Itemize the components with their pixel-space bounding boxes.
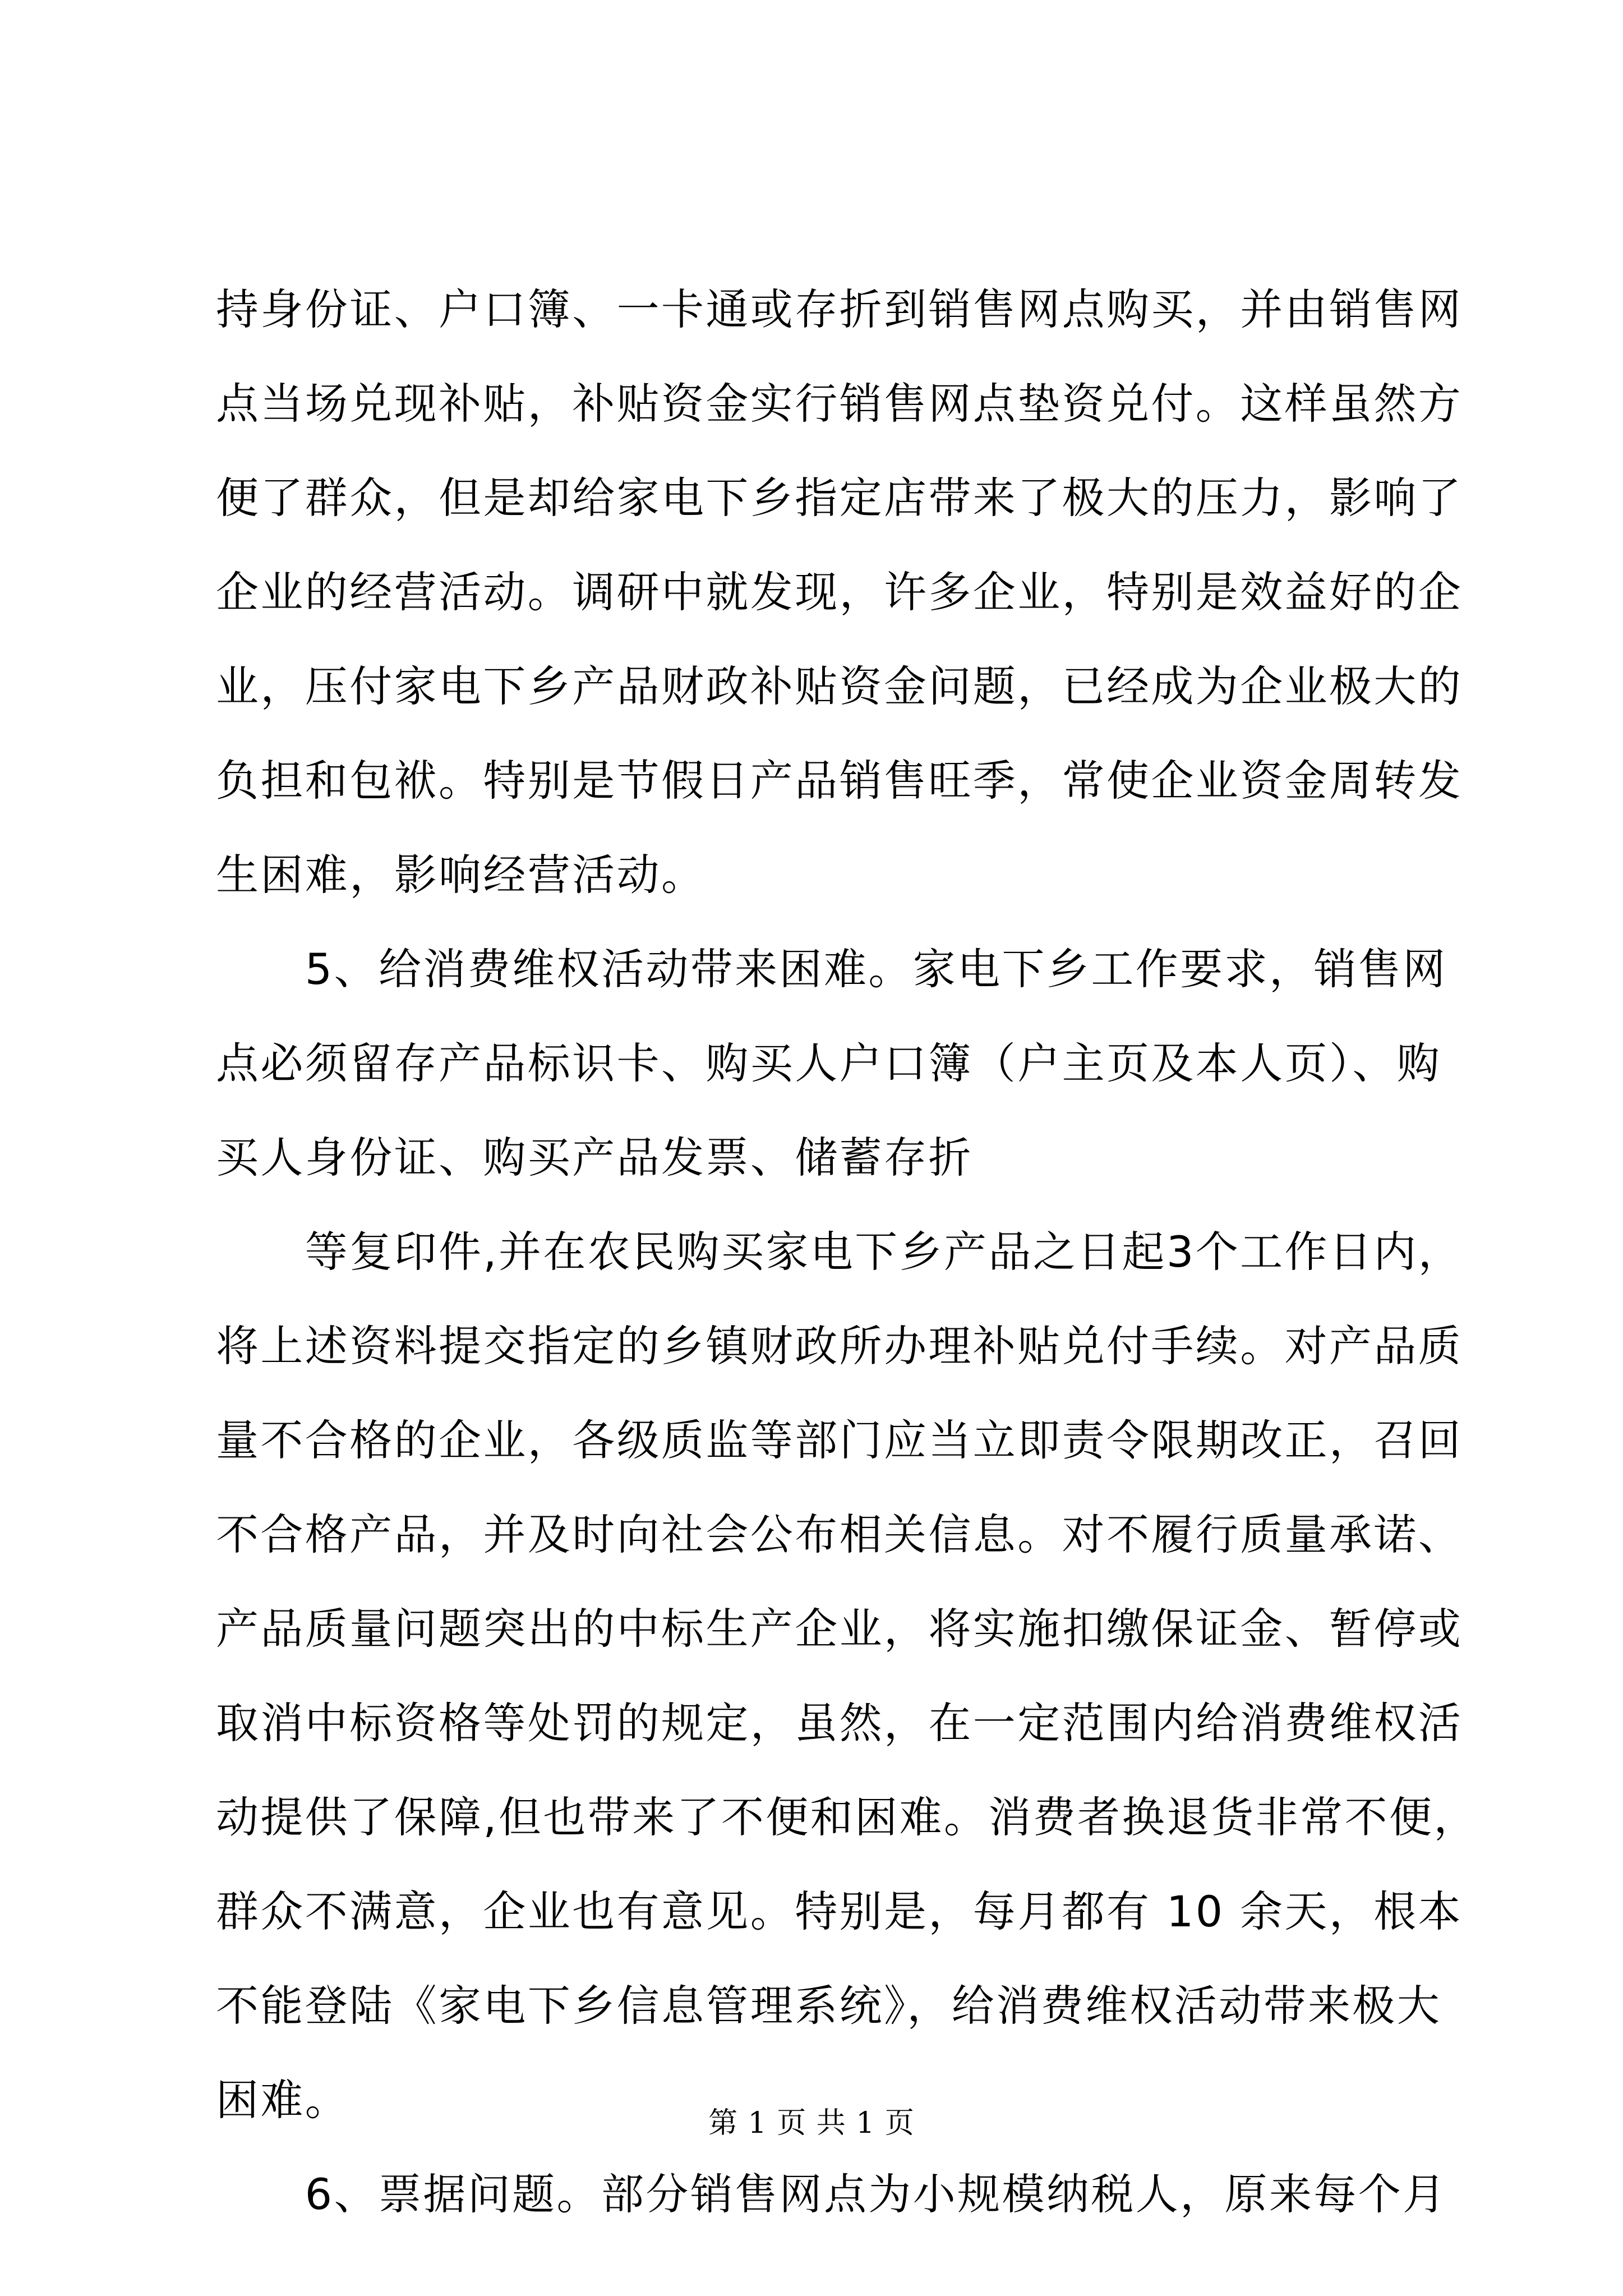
text-line: 困难。 [216,2075,350,2125]
text-line: 5、给消费维权活动带来困难。家电下乡工作要求，销售网 [216,944,1447,994]
text-line: 取消中标资格等处罚的规定，虽然，在一定范围内给消费维权活 [216,1698,1463,1748]
text-line: 将上述资料提交指定的乡镇财政所办理补贴兑付手续。对产品质 [216,1321,1463,1371]
text-line: 产品质量问题突出的中标生产企业，将实施扣缴保证金、暂停或 [216,1604,1463,1654]
text-line: 不合格产品，并及时向社会公布相关信息。对不履行质量承诺、 [216,1510,1463,1559]
text-line: 持身份证、户口簿、一卡通或存折到销售网点购买，并由销售网 [216,284,1463,334]
document-body [216,263,1478,2242]
text-line: 点必须留存产品标识卡、购买人户口簿（户主页及本人页）、购 [216,1038,1442,1088]
text-line: 买人身份证、购买产品发票、储蓄存折 [216,1133,973,1182]
text-line: 6、票据问题。部分销售网点为小规模纳税人，原来每个月 [216,2169,1447,2219]
text-line: 生困难，影响经营活动。 [216,850,706,900]
text-line: 量不合格的企业，各级质监等部门应当立即责令限期改正，召回 [216,1415,1463,1465]
text-line: 等复印件,并在农民购买家电下乡产品之日起3个工作日内， [216,1227,1463,1277]
page-number-footer: 第 1 页 共 1 页 [708,2106,915,2140]
text-line: 不能登陆《家电下乡信息管理系统》，给消费维权活动带来极大 [216,1981,1442,2031]
text-line: 负担和包袱。特别是节假日产品销售旺季，常使企业资金周转发 [216,756,1463,806]
text-line: 业，压付家电下乡产品财政补贴资金问题，已经成为企业极大的 [216,661,1463,711]
text-line: 动提供了保障,但也带来了不便和困难。消费者换退货非常不便， [216,1792,1478,1842]
text-line: 点当场兑现补贴，补贴资金实行销售网点垫资兑付。这样虽然方 [216,379,1463,429]
text-line: 便了群众，但是却给家电下乡指定店带来了极大的压力，影响了 [216,473,1463,523]
text-line: 企业的经营活动。调研中就发现，许多企业，特别是效益好的企 [216,567,1463,617]
text-line: 群众不满意，企业也有意见。特别是，每月都有 10 余天，根本 [216,1887,1463,1936]
